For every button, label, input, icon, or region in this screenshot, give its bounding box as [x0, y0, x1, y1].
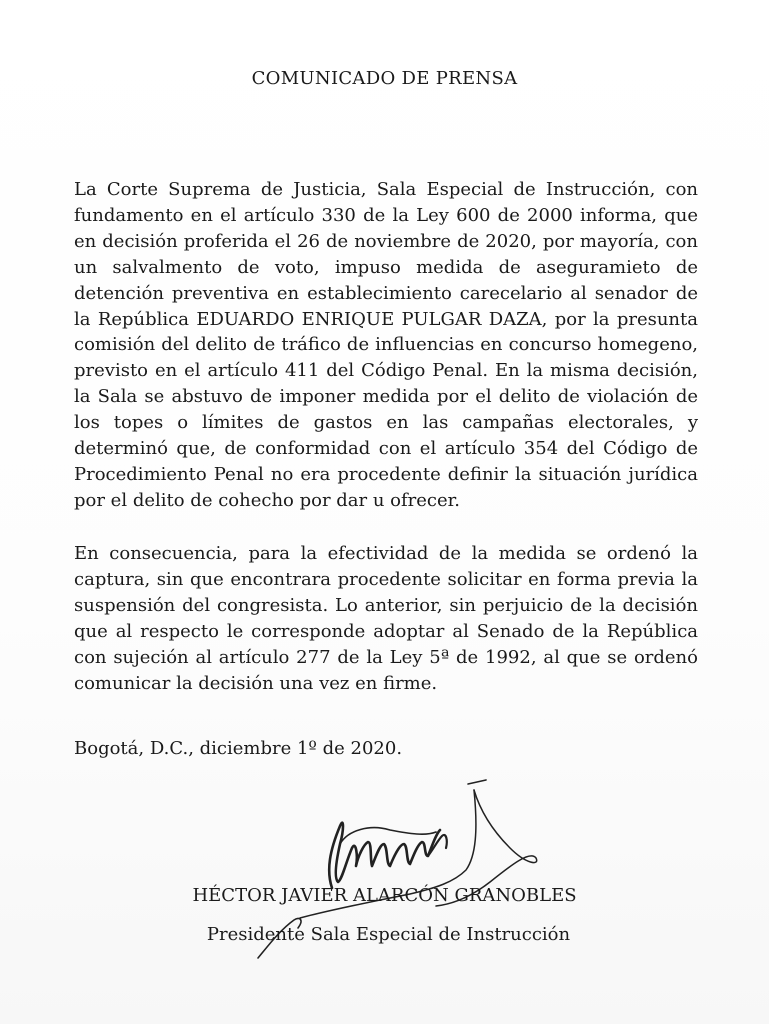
signatory-role: Presidente Sala Especial de Instrucción [206, 924, 571, 945]
date-line: Bogotá, D.C., diciembre 1º de 2020. [74, 738, 403, 759]
body-paragraph-2: En consecuencia, para la efectividad de la medida se ordenó la captura, sin que encontrara procedente solicitar en forma previa la suspensión del congresista. Lo anterior, sin perjuicio de la decisión que al respecto le corresponde adoptar al Senado de la República con sujeción al artículo 277 de la Ley 5ª de 1992, al que se ordenó comunicar la decisión una vez en firme. [74, 543, 698, 694]
document-title: COMUNICADO DE PRENSA [251, 68, 518, 89]
body-paragraph-1: La Corte Suprema de Justicia, Sala Especial de Instrucción, con fundamento en el artículo 330 de la Ley 600 de 2000 informa, que en decisión proferida el 26 de noviembre de 2020, por mayoría, con un salvalmento de voto, impuso medida de aseguramieto de detención preventiva en establecimiento carecelario al senador de la República EDUARDO ENRIQUE PULGAR DAZA, por la presunta comisión del delito de tráfico de influencias en concurso homegeno, previsto en el artículo 411 del Código Penal. En la misma decisión, la Sala se abstuvo de imponer medida por el delito de violación de los topes o límites de gastos en las campañas electorales, y determinó que, de conformidad con el artículo 354 del Código de Procedimiento Penal no era procedente definir la situación jurídica por el delito de cohecho por dar u ofrecer. [74, 179, 698, 511]
signatory-name: HÉCTOR JAVIER ALARCÓN GRANOBLES [192, 885, 577, 906]
